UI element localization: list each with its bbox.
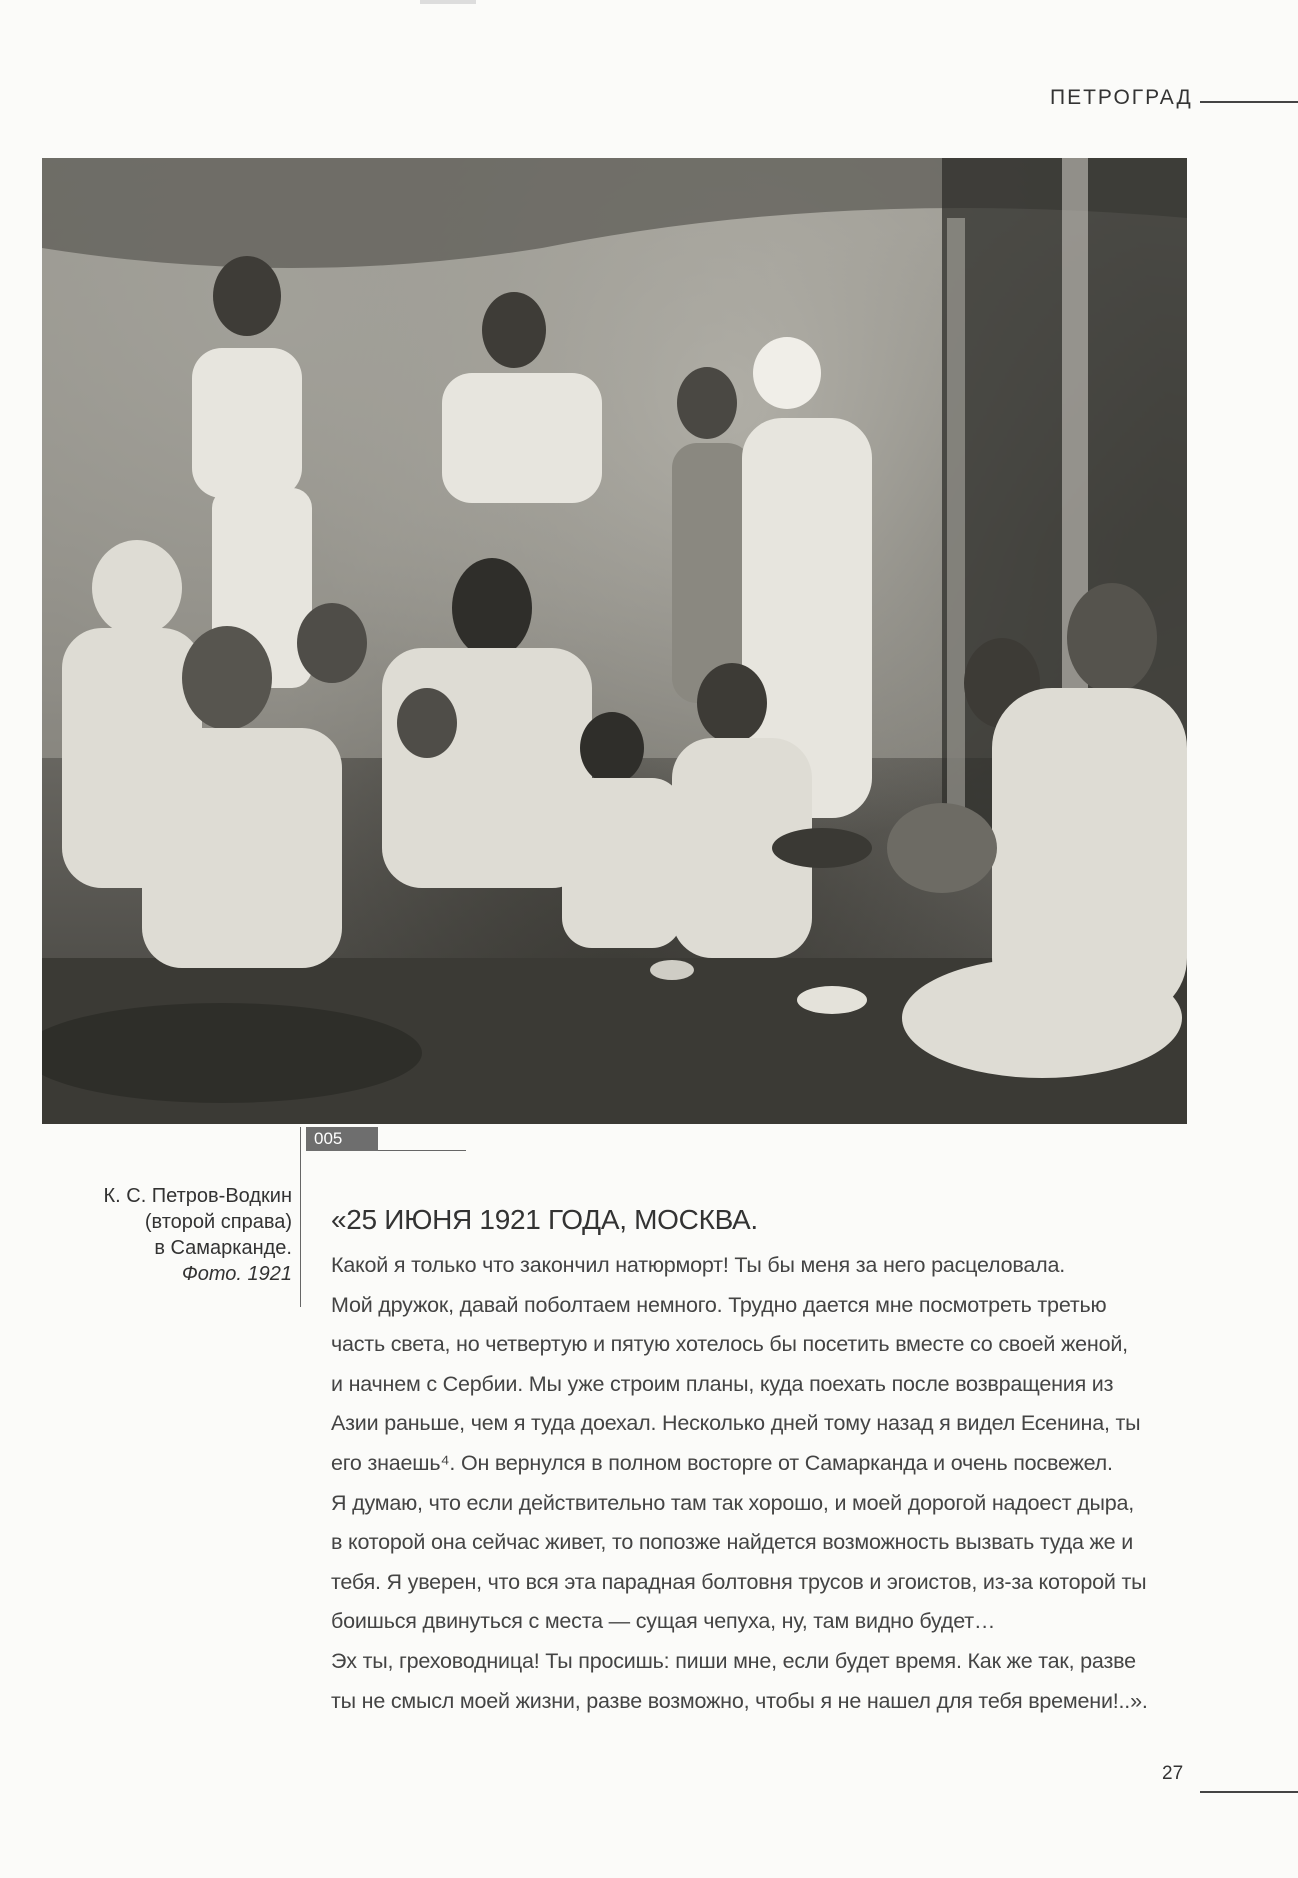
caption-divider <box>300 1127 301 1307</box>
footer-rule <box>1200 1791 1298 1793</box>
letter-line: часть света, но четвертую и пятую хотелось бы посетить вместе со своей женой, <box>331 1332 1128 1357</box>
caption-line: (второй справа) <box>144 1211 292 1233</box>
letter-line: боишься двинуться с места — сущая чепуха, ну, там видно будет… <box>331 1609 996 1634</box>
photo-caption <box>30 1183 292 1287</box>
figure-rule <box>378 1150 466 1151</box>
figure-number: 005 <box>306 1127 378 1151</box>
caption-line: К. С. Петров-Водкин <box>103 1185 292 1207</box>
caption-credit: Фото. 1921 <box>181 1263 292 1285</box>
letter-line: Эх ты, греховодница! Ты просишь: пиши мне, если будет время. Как же так, разве <box>331 1648 1136 1673</box>
group-photograph <box>42 158 1187 1124</box>
letter-line: тебя. Я уверен, что вся эта парадная болтовня трусов и эгоистов, из-за которой ты <box>331 1569 1147 1594</box>
letter-line: Я думаю, что если действительно там так хорошо, и моей дорогой надоест дыра, <box>331 1490 1135 1515</box>
letter-line: Азии раньше, чем я туда доехал. Несколько дней тому назад я видел Есенина, ты <box>331 1411 1141 1436</box>
photo-illustration <box>42 158 1187 1124</box>
caption-line: в Самарканде. <box>154 1237 292 1259</box>
letter-line: ты не смысл моей жизни, разве возможно, чтобы я не нашел для тебя времени!..». <box>331 1688 1148 1713</box>
header-rule <box>1200 101 1298 103</box>
letter-line: Какой я только что закончил натюрморт! Ты бы меня за него расцеловала. <box>331 1253 1066 1277</box>
letter-heading: «25 ИЮНЯ 1921 ГОДА, МОСКВА. <box>331 1204 758 1235</box>
letter-line: и начнем с Сербии. Мы уже строим планы, куда поехать после возвращения из <box>331 1371 1114 1396</box>
page-number: 27 <box>1162 1763 1184 1784</box>
letter-line: Мой дружок, давай поболтаем немного. Трудно дается мне посмотреть третью <box>331 1292 1107 1317</box>
top-mark <box>420 0 476 4</box>
running-header: ПЕТРОГРАД <box>1050 86 1193 109</box>
letter-line: его знаешь⁴. Он вернулся в полном восторге от Самарканда и очень посвежел. <box>331 1450 1113 1475</box>
letter-line: в которой она сейчас живет, то попозже найдется возможность вызвать туда же и <box>331 1530 1134 1555</box>
letter-text <box>331 1204 1211 1721</box>
